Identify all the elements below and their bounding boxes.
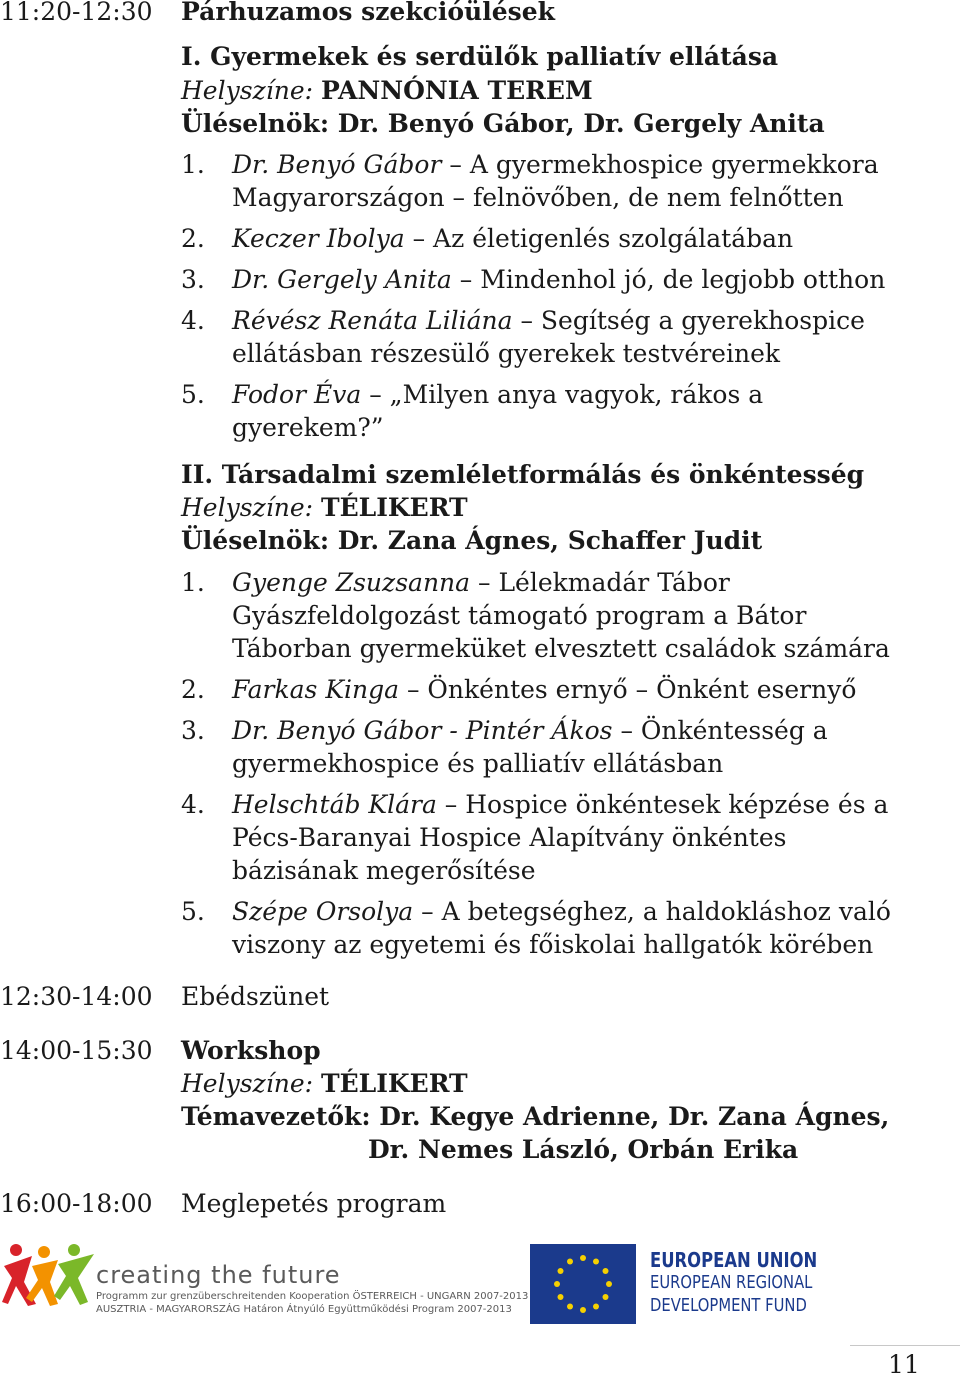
talk-title-cont: Pécs-Baranyai Hospice Alapítvány önkéntes — [232, 823, 787, 852]
ctf-program-line-1: Programm zur grenzüberschreitenden Kooperation ÖSTERREICH - UNGARN 2007-2013 — [96, 1291, 529, 1302]
eu-logo — [530, 1244, 820, 1326]
talk-speaker: Dr. Benyó Gábor — [232, 150, 442, 179]
talk-number: 4. — [181, 306, 205, 335]
talk-title: – Segítség a gyerekhospice — [512, 306, 865, 335]
venue-label: Helyszíne: — [181, 76, 314, 105]
section-2-chairs: Üléselnök: Dr. Zana Ágnes, Schaffer Judit — [181, 526, 763, 555]
talk-speaker: Gyenge Zsuzsanna — [232, 568, 471, 597]
talk-speaker: Szépe Orsolya — [232, 897, 414, 926]
talk-title: – A gyermekhospice gyermekkora — [441, 150, 879, 179]
eu-line-3: DEVELOPMENT FUND — [650, 1295, 807, 1316]
talk-line — [232, 150, 879, 179]
venue-name: PANNÓNIA TEREM — [320, 76, 593, 105]
talk-title: – A betegséghez, a haldokláshoz való — [413, 897, 891, 926]
eu-line-1: EUROPEAN UNION — [650, 1248, 818, 1272]
talk-number: 5. — [181, 380, 205, 409]
talk-speaker: Keczer Ibolya — [232, 224, 405, 253]
eu-line-2: EUROPEAN REGIONAL — [650, 1272, 813, 1293]
talk-title-cont: bázisának megerősítése — [232, 856, 536, 885]
section-2-title: II. Társadalmi szemléletformálás és önkéntesség — [181, 460, 865, 489]
talk-title-cont: Gyászfeldolgozást támogató program a Bátor — [232, 601, 807, 630]
talk-number: 3. — [181, 265, 205, 294]
talk-line — [232, 675, 856, 704]
talk-number: 2. — [181, 224, 205, 253]
talk-line — [232, 716, 828, 745]
workshop-leaders: Témavezetők: Dr. Kegye Adrienne, Dr. Zana Ágnes, — [181, 1102, 890, 1131]
ctf-brand: creating the future — [96, 1261, 341, 1289]
talk-title: – Önkéntesség a — [612, 716, 828, 745]
talk-number: 4. — [181, 790, 205, 819]
section-2-venue — [181, 493, 468, 522]
slot-2-title: Ebédszünet — [181, 982, 330, 1011]
slot-3-title: Workshop — [181, 1036, 321, 1065]
talk-title-cont: viszony az egyetemi és főiskolai hallgatók körében — [232, 930, 874, 959]
section-1-chairs: Üléselnök: Dr. Benyó Gábor, Dr. Gergely Anita — [181, 109, 825, 138]
section-1-venue — [181, 76, 593, 105]
talk-title-cont: ellátásban részesülő gyerekek testvéreinek — [232, 339, 781, 368]
creating-the-future-logo — [0, 1240, 529, 1320]
page-number: 11 — [888, 1350, 920, 1379]
page-number-rule — [850, 1345, 960, 1346]
time-slot-3: 14:00-15:30 — [0, 1036, 153, 1065]
talk-speaker: Fodor Éva — [232, 380, 362, 409]
talk-number: 5. — [181, 897, 205, 926]
slot-1-title: Párhuzamos szekcióülések — [181, 0, 555, 26]
venue-label: Helyszíne: — [181, 1069, 314, 1098]
talk-title: – Az életigenlés szolgálatában — [404, 224, 794, 253]
section-1-title: I. Gyermekek és serdülők palliatív ellátása — [181, 42, 779, 71]
talk-line — [232, 306, 865, 335]
venue-name: TÉLIKERT — [320, 493, 468, 522]
venue-name: TÉLIKERT — [320, 1069, 468, 1098]
talk-title-cont: Magyarországon – felnövőben, de nem felnőtten — [232, 183, 844, 212]
talk-speaker: Dr. Gergely Anita — [232, 265, 452, 294]
talk-line — [232, 265, 885, 294]
time-slot-4: 16:00-18:00 — [0, 1189, 153, 1218]
time-slot-2: 12:30-14:00 — [0, 982, 153, 1011]
talk-title-cont: Táborban gyermeküket elvesztett családok számára — [232, 634, 890, 663]
slot-4-title: Meglepetés program — [181, 1189, 447, 1218]
talk-line — [232, 224, 793, 253]
talk-title: – „Milyen anya vagyok, rákos a — [361, 380, 764, 409]
talk-speaker: Farkas Kinga — [232, 675, 400, 704]
time-slot-1: 11:20-12:30 — [0, 0, 153, 26]
workshop-leaders-cont: Dr. Nemes László, Orbán Erika — [368, 1135, 799, 1164]
talk-number: 3. — [181, 716, 205, 745]
talk-title: – Önkéntes ernyő – Önként esernyő — [399, 675, 857, 704]
talk-number: 1. — [181, 568, 205, 597]
talk-speaker: Dr. Benyó Gábor - Pintér Ákos — [232, 716, 613, 745]
talk-title: – Lélekmadár Tábor — [470, 568, 730, 597]
talk-line — [232, 380, 763, 409]
venue-label: Helyszíne: — [181, 493, 314, 522]
talk-line — [232, 790, 888, 819]
talk-title: – Hospice önkéntesek képzése és a — [436, 790, 889, 819]
talk-number: 2. — [181, 675, 205, 704]
talk-title: – Mindenhol jó, de legjobb otthon — [451, 265, 886, 294]
talk-title-cont: gyerekem?” — [232, 413, 384, 442]
eu-flag-icon — [530, 1244, 636, 1324]
talk-line — [232, 568, 730, 597]
talk-speaker: Révész Renáta Liliána — [232, 306, 513, 335]
talk-speaker: Helschtáb Klára — [232, 790, 437, 819]
figures-logo-icon — [2, 1242, 97, 1308]
ctf-program-line-2: AUSZTRIA - MAGYARORSZÁG Határon Átnyúló Együttműködési Program 2007-2013 — [96, 1304, 512, 1315]
slot-3-venue — [181, 1069, 468, 1098]
talk-title-cont: gyermekhospice és palliatív ellátásban — [232, 749, 724, 778]
talk-number: 1. — [181, 150, 205, 179]
talk-line — [232, 897, 891, 926]
